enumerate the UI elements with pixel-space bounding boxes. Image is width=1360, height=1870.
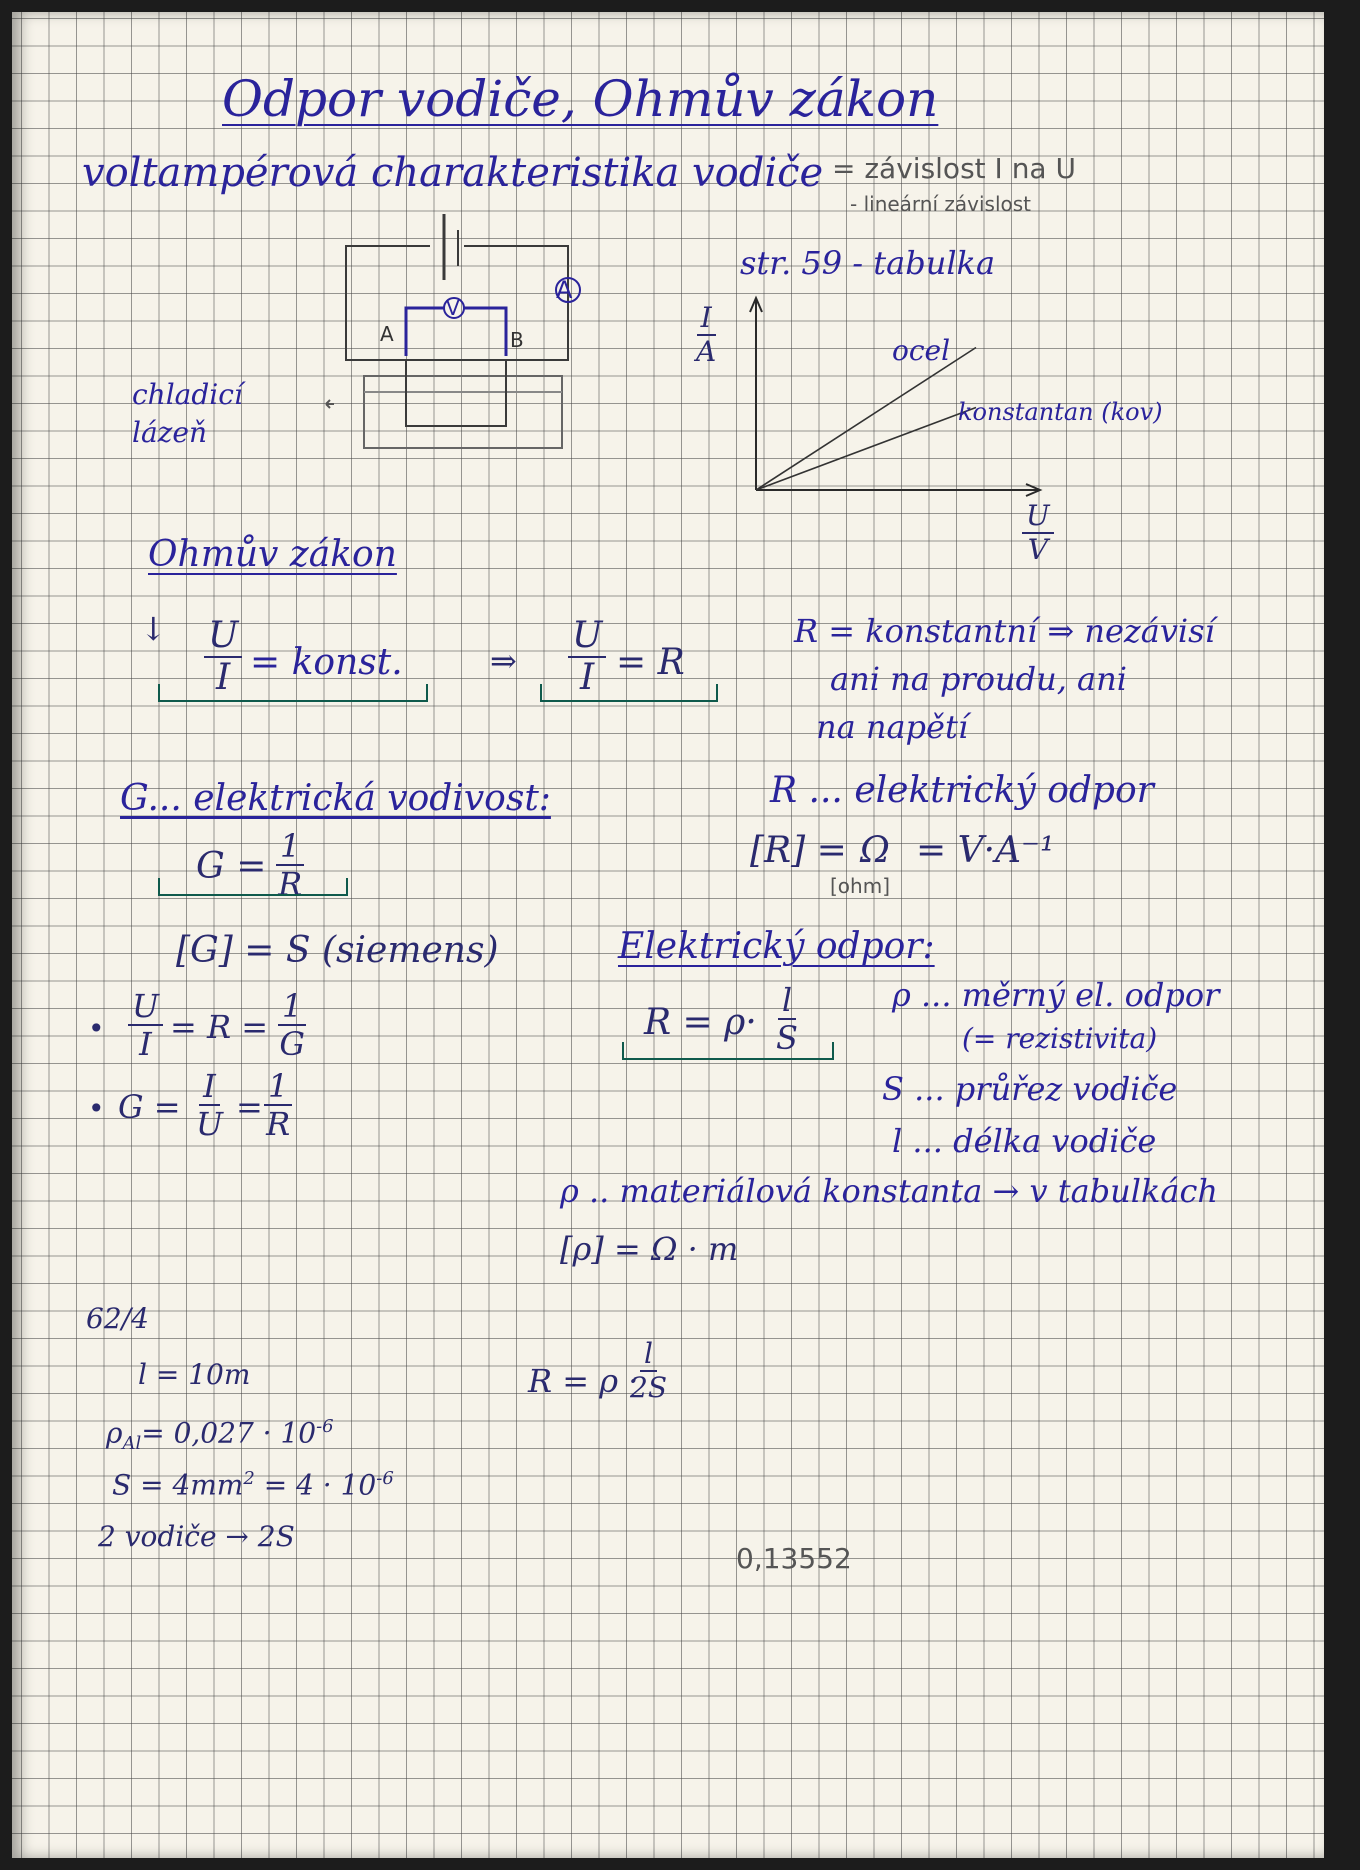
voltmeter-label: V bbox=[446, 296, 460, 320]
resistance-formula-box bbox=[622, 1042, 834, 1060]
b2-middle: = bbox=[236, 1088, 263, 1126]
y-axis-label: $\frac{I}{A}$ bbox=[696, 301, 717, 368]
ohm-symbol: Ω bbox=[860, 830, 890, 871]
ohm-f1-fraction: $\frac{U}{I}$ bbox=[204, 618, 242, 696]
example-formula-lhs: R = ρ · bbox=[528, 1362, 639, 1400]
ohm-heading: Ohmův zákon bbox=[148, 534, 397, 575]
steel-line-label: ocel bbox=[892, 334, 951, 367]
circuit-diagram bbox=[326, 214, 568, 448]
r-unit-lhs: [R] = bbox=[750, 830, 847, 871]
x-axis-label: $\frac{U}{V}$ bbox=[1022, 502, 1054, 564]
table-reference: str. 59 - tabulka bbox=[740, 244, 996, 282]
example-number: 62/4 bbox=[86, 1302, 149, 1335]
r-note-2: ani na proudu, ani bbox=[830, 660, 1127, 698]
bullet-1: • bbox=[88, 1012, 105, 1045]
implies-arrow: ⇒ bbox=[490, 642, 517, 680]
linear-note: - lineární závislost bbox=[850, 192, 1032, 216]
b2-fraction-2: $\frac{1}{R}$ bbox=[264, 1070, 292, 1140]
example-area: $S = 4mm^2 = 4 \cdot 10^{-6}$ bbox=[112, 1468, 394, 1502]
series-line-constantan bbox=[756, 408, 976, 491]
constantan-line-label: konstantan (kov) bbox=[958, 398, 1163, 426]
conductance-heading: G... elektrická vodivost: bbox=[120, 778, 551, 819]
rho-material-note: ρ .. materiálová konstanta → v tabulkách bbox=[560, 1172, 1218, 1210]
resistivity-note: (= rezistivita) bbox=[962, 1022, 1158, 1055]
down-arrow: ↓ bbox=[140, 610, 167, 648]
b1-fraction-1: $\frac{U}{I}$ bbox=[128, 990, 163, 1060]
example-two-wires: 2 vodiče → 2S bbox=[98, 1520, 295, 1553]
r-note-3: na napětí bbox=[816, 708, 969, 746]
g-unit: [G] = S (siemens) bbox=[176, 930, 499, 971]
l-definition: l ... délka vodiče bbox=[892, 1122, 1157, 1160]
b1-middle: = R = bbox=[170, 1008, 269, 1046]
g-formula-fraction: $\frac{1}{R}$ bbox=[276, 830, 304, 900]
resistance-formula-fraction: $\frac{l}{S}$ bbox=[776, 981, 798, 1057]
g-formula-lhs: G = bbox=[196, 846, 267, 887]
b2-lhs: G = bbox=[118, 1088, 181, 1126]
r-unit-rhs: = V·A⁻¹ bbox=[916, 830, 1055, 871]
series-line-steel bbox=[756, 348, 976, 491]
r-definition: R ... elektrický odpor bbox=[770, 770, 1154, 811]
rho-unit: [ρ] = Ω · m bbox=[560, 1230, 739, 1268]
s-definition: S ... průřez vodiče bbox=[882, 1070, 1178, 1108]
bath-label-1: chladicí bbox=[132, 378, 243, 411]
ohm-f1-box bbox=[158, 684, 428, 702]
resistance-heading: Elektrický odpor: bbox=[618, 926, 935, 967]
b1-fraction-2: $\frac{1}{G}$ bbox=[279, 987, 305, 1063]
ohm-f2-rest: = R bbox=[616, 642, 685, 683]
vach-heading: voltampérová charakteristika vodiče bbox=[82, 150, 824, 196]
rho-definition: ρ ... měrný el. odpor bbox=[892, 976, 1220, 1014]
ohm-f2-box bbox=[540, 684, 718, 702]
r-note-1: R = konstantní ⇒ nezávisí bbox=[794, 612, 1215, 650]
ohm-caption: [ohm] bbox=[830, 874, 890, 898]
ohm-f2-fraction: $\frac{U}{I}$ bbox=[568, 618, 606, 696]
example-formula-fraction: $\frac{l}{2S}$ bbox=[630, 1337, 667, 1404]
ohm-f1-rest: = konst. bbox=[250, 642, 403, 683]
b2-fraction-1: $\frac{I}{U}$ bbox=[196, 1067, 223, 1143]
ammeter-label: A bbox=[556, 276, 573, 304]
page-title: Odpor vodiče, Ohmův zákon bbox=[222, 70, 939, 128]
point-b-label: B bbox=[510, 328, 524, 352]
bullet-2: • bbox=[88, 1092, 105, 1125]
dependence-note: = závislost I na U bbox=[832, 152, 1076, 185]
example-rho: $\rho_{Al}= 0,027 \cdot 10^{-6}$ bbox=[106, 1416, 334, 1454]
bath-label-2: lázeň bbox=[132, 416, 208, 449]
resistance-formula-lhs: R = ρ· bbox=[644, 1002, 757, 1043]
example-result: 0,13552 bbox=[736, 1542, 852, 1575]
point-a-label: A bbox=[380, 322, 394, 346]
example-length: l = 10m bbox=[138, 1358, 251, 1391]
g-formula-box bbox=[158, 878, 348, 896]
notebook-page bbox=[12, 12, 1324, 1858]
